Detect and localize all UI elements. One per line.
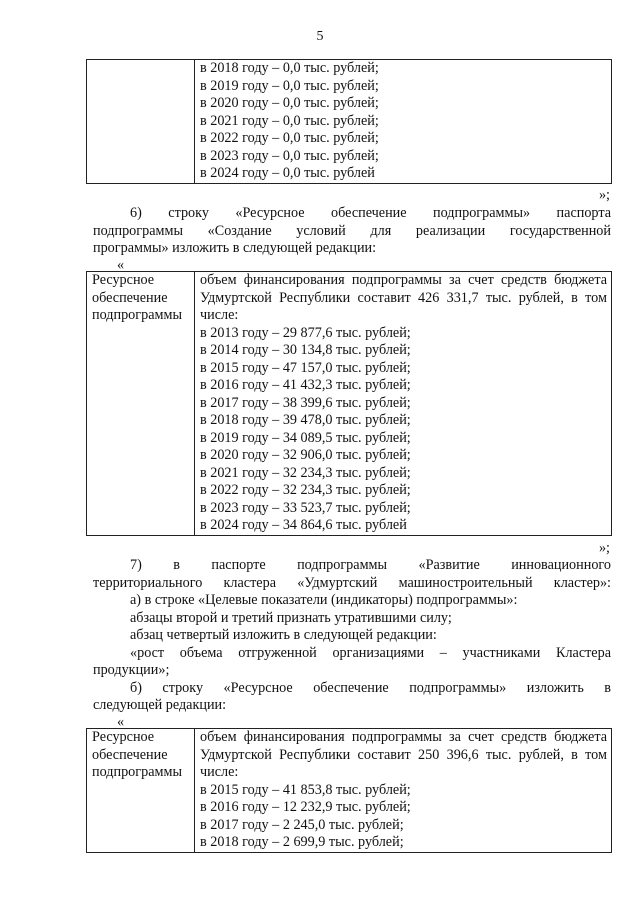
table2-line: в 2014 году – 30 134,8 тыс. рублей; (200, 342, 411, 358)
table2-line: в 2024 году – 34 864,6 тыс. рублей (200, 517, 407, 533)
table1-line: в 2019 году – 0,0 тыс. рублей; (200, 77, 379, 94)
table2-line: в 2021 году – 32 234,3 тыс. рублей; (200, 464, 411, 481)
table1-line: в 2018 году – 0,0 тыс. рублей; (200, 60, 379, 76)
paragraph-7-item-a-4-line-1: «рост объема отгруженной организациями – участниками Кластера (130, 644, 611, 661)
table2-line: в 2022 году – 32 234,3 тыс. рублей; (200, 482, 411, 498)
table2-intro-line: Удмуртской Республики составит 426 331,7 тыс. рублей, в том (200, 289, 607, 306)
table3-intro-line: числе: (200, 764, 239, 780)
table1-line: в 2020 году – 0,0 тыс. рублей; (200, 95, 379, 111)
table1-values-cell (195, 60, 612, 184)
paragraph-7-line-2: территориального кластера «Удмуртский машиностроительный кластер»: (93, 574, 611, 591)
paragraph-6-line-3: программы» изложить в следующей редакции: (93, 240, 377, 256)
table3-label-line: обеспечение (92, 746, 168, 763)
table3-values-cell (195, 729, 612, 853)
paragraph-7-item-a-3: абзац четвертый изложить в следующей редакции: (130, 627, 437, 643)
paragraph-7-item-a: а) в строке «Целевые показатели (индикаторы) подпрограммы»: (130, 592, 518, 608)
paragraph-7-item-a-4-line-2: продукции»; (93, 662, 170, 678)
table3-line: в 2015 году – 41 853,8 тыс. рублей; (200, 781, 411, 798)
table1-line: в 2022 году – 0,0 тыс. рублей; (200, 130, 379, 146)
table3-intro-line: объем финансирования подпрограммы за счет средств бюджета (200, 729, 607, 745)
table1-line: в 2021 году – 0,0 тыс. рублей; (200, 112, 379, 129)
closing-quote-1: »; (598, 187, 610, 203)
table2-intro-line: объем финансирования подпрограммы за счет средств бюджета (200, 272, 607, 288)
table2-line: в 2016 году – 41 432,3 тыс. рублей; (200, 377, 411, 393)
table3-label-line: Ресурсное (92, 729, 155, 745)
paragraph-7 (93, 557, 611, 715)
table3-line: в 2016 году – 12 232,9 тыс. рублей; (200, 799, 411, 815)
table3-label-cell (87, 729, 195, 853)
opening-quote-2: « (117, 714, 125, 730)
funding-table-3 (86, 728, 612, 853)
table1-label-cell (87, 60, 195, 184)
table2-values-cell (195, 272, 612, 536)
paragraph-6 (93, 205, 611, 258)
table2-line: в 2015 году – 47 157,0 тыс. рублей; (200, 359, 411, 376)
table2-line: в 2017 году – 38 399,6 тыс. рублей; (200, 394, 411, 411)
table2-line: в 2020 году – 32 906,0 тыс. рублей; (200, 447, 411, 463)
paragraph-6-line-2: подпрограммы «Создание условий для реализации государственной (93, 222, 611, 239)
paragraph-7-line-1: 7) в паспорте подпрограммы «Развитие инновационного (130, 557, 611, 573)
table1-line: в 2024 году – 0,0 тыс. рублей (200, 165, 375, 181)
table2-label-cell (87, 272, 195, 536)
table3-line: в 2017 году – 2 245,0 тыс. рублей; (200, 816, 404, 833)
funding-table-2 (86, 271, 612, 536)
table2-intro-line: числе: (200, 307, 239, 323)
table3-label-line: подпрограммы (92, 764, 182, 780)
opening-quote-1: « (117, 257, 125, 273)
paragraph-7-item-b-line-2: следующей редакции: (93, 697, 227, 713)
page-number: 5 (316, 29, 324, 44)
table2-label-line: Ресурсное (92, 272, 155, 288)
closing-quote-2: »; (598, 540, 610, 556)
table2-label-line: подпрограммы (92, 307, 182, 323)
paragraph-7-item-b-line-1: б) строку «Ресурсное обеспечение подпрограммы» изложить в (130, 679, 611, 696)
paragraph-6-line-1: 6) строку «Ресурсное обеспечение подпрограммы» паспорта (130, 205, 611, 221)
funding-table-continued (86, 59, 612, 184)
table3-line: в 2018 году – 2 699,9 тыс. рублей; (200, 834, 404, 850)
table2-label-line: обеспечение (92, 289, 168, 306)
table1-line: в 2023 году – 0,0 тыс. рублей; (200, 147, 379, 164)
table2-line: в 2013 году – 29 877,6 тыс. рублей; (200, 324, 411, 341)
table3-intro-line: Удмуртской Республики составит 250 396,6 тыс. рублей, в том (200, 746, 607, 763)
table2-line: в 2023 году – 33 523,7 тыс. рублей; (200, 499, 411, 516)
table2-line: в 2018 году – 39 478,0 тыс. рублей; (200, 412, 411, 428)
paragraph-7-item-a-2: абзацы второй и третий признать утратившими силу; (130, 609, 452, 626)
table2-line: в 2019 году – 34 089,5 тыс. рублей; (200, 429, 411, 446)
